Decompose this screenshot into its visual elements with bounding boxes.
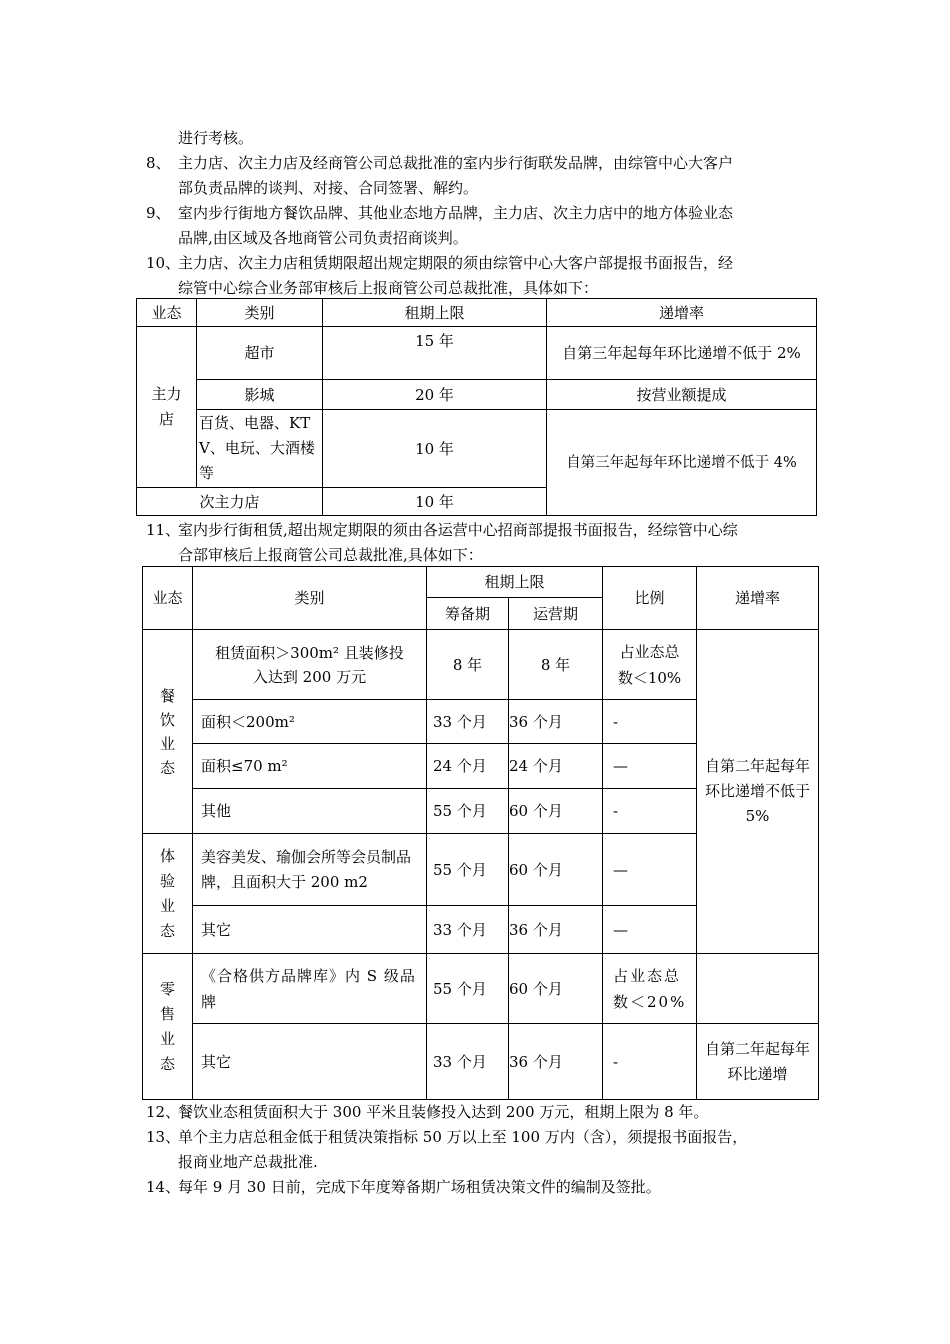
operate-cell: 60 个月: [509, 834, 603, 906]
header-ratio: 比例: [603, 567, 697, 630]
table-row: [137, 410, 817, 488]
operate-cell: 60 个月: [509, 789, 603, 834]
rate-cell: 自第三年起每年环比递增不低于 4%: [547, 410, 817, 516]
header-term-limit: 租期上限: [427, 567, 603, 598]
operate-cell: 60 个月: [509, 954, 603, 1024]
header-increase-rate: 递增率: [697, 567, 819, 630]
prep-cell: 55 个月: [427, 789, 509, 834]
item-9-line-1: 室内步行街地方餐饮品牌、其他业态地方品牌，主力店、次主力店中的地方体验业态: [178, 204, 734, 222]
item-10-line-2: 综管中心综合业务部审核后上报商管公司总裁批准，具体如下：: [178, 279, 599, 297]
table-row: [143, 630, 819, 700]
item-11-line-2: 合部审核后上报商管公司总裁批准,具体如下：: [178, 546, 483, 564]
prep-cell: 33 个月: [427, 1024, 509, 1100]
item-13-line-1: 单个主力店总租金低于租赁决策指标 50 万以上至 100 万内（含），须提报书面报告，: [178, 1128, 748, 1146]
operate-cell: 8 年: [509, 630, 603, 700]
item-8-line-1: 主力店、次主力店及经商管公司总裁批准的室内步行街联发品牌，由综管中心大客户: [178, 154, 734, 172]
operate-cell: 36 个月: [509, 906, 603, 954]
rate-cell-last: 自第二年起每年环比递增: [697, 1024, 819, 1100]
operate-cell: 36 个月: [509, 1024, 603, 1100]
item-8-line-2: 部负责品牌的谈判、对接、合同签署、解约。: [178, 179, 479, 197]
rate-cell: 按营业额提成: [547, 380, 817, 410]
prep-cell: 8 年: [427, 630, 509, 700]
item-11-number: 11、: [146, 521, 181, 539]
category-cell: 美容美发、瑜伽会所等会员制品牌，且面积大于 200 m2: [193, 834, 427, 906]
header-business-type: 业态: [137, 299, 197, 327]
prep-cell: 33 个月: [427, 700, 509, 744]
ratio-cell: -: [603, 1024, 697, 1100]
table-row: [137, 380, 817, 410]
term-cell: 10 年: [323, 488, 547, 516]
secondary-anchor-cell: 次主力店: [137, 488, 323, 516]
category-cell: 超市: [197, 327, 323, 380]
category-cell: 其他: [193, 789, 427, 834]
table-anchor-store-lease: [136, 298, 817, 516]
rate-cell-filler: [697, 954, 819, 1024]
prep-cell: 55 个月: [427, 834, 509, 906]
header-category: 类别: [197, 299, 323, 327]
prep-cell: 55 个月: [427, 954, 509, 1024]
table-header-row: [137, 299, 817, 327]
item-13-number: 13、: [146, 1128, 181, 1146]
term-cell: 15 年: [323, 327, 547, 380]
table-row: [143, 954, 819, 1024]
category-cell: 面积≤70 m²: [193, 744, 427, 789]
item-8-number: 8、: [146, 154, 171, 172]
header-increase-rate: 递增率: [547, 299, 817, 327]
rate-cell: 自第三年起每年环比递增不低于 2%: [547, 327, 817, 380]
ratio-cell: -: [603, 700, 697, 744]
category-cell: 其它: [193, 1024, 427, 1100]
item-9-number: 9、: [146, 204, 171, 222]
item-13-line-2: 报商业地产总裁批准.: [178, 1153, 318, 1171]
header-prep-period: 筹备期: [427, 598, 509, 630]
term-cell: 10 年: [323, 410, 547, 488]
header-category: 类别: [193, 567, 427, 630]
rate-cell-main: 自第二年起每年环比递增不低于 5%: [697, 630, 819, 954]
category-cell: 其它: [193, 906, 427, 954]
prep-cell: 24 个月: [427, 744, 509, 789]
header-operate-period: 运营期: [509, 598, 603, 630]
item-14-number: 14、: [146, 1178, 181, 1196]
operate-cell: 36 个月: [509, 700, 603, 744]
group-anchor-store: 主力店: [137, 327, 197, 488]
category-cell: 《合格供方品牌库》内 S 级品牌: [193, 954, 427, 1024]
item-12-line-1: 餐饮业态租赁面积大于 300 平米且装修投入达到 200 万元，租期上限为 8 年。: [178, 1103, 709, 1121]
operate-cell: 24 个月: [509, 744, 603, 789]
ratio-cell: 占业态总数＜10%: [603, 630, 697, 700]
header-term-limit: 租期上限: [323, 299, 547, 327]
item-14-line-1: 每年 9 月 30 日前，完成下年度筹备期广场租赁决策文件的编制及签批。: [178, 1178, 661, 1196]
ratio-cell: —: [603, 744, 697, 789]
table-mall-street-lease: [142, 566, 819, 1100]
table-row: [143, 1024, 819, 1100]
category-cell: 百货、电器、KTV、电玩、大酒楼等: [197, 410, 323, 488]
p7-continuation: 进行考核。: [178, 129, 254, 147]
category-cell: 影城: [197, 380, 323, 410]
item-10-line-1: 主力店、次主力店租赁期限超出规定期限的须由综管中心大客户部提报书面报告，经: [178, 254, 734, 272]
ratio-cell: —: [603, 906, 697, 954]
category-cell: 租赁面积＞300m² 且装修投入达到 200 万元: [193, 630, 427, 700]
table-header-row: [143, 567, 819, 598]
table-row: [137, 327, 817, 380]
category-cell: 面积＜200m²: [193, 700, 427, 744]
group-experience: 体验业态: [143, 834, 193, 954]
item-10-number: 10、: [146, 254, 181, 272]
group-retail: 零售业态: [143, 954, 193, 1100]
group-dining: 餐饮业态: [143, 630, 193, 834]
header-business-type: 业态: [143, 567, 193, 630]
term-cell: 20 年: [323, 380, 547, 410]
item-12-number: 12、: [146, 1103, 181, 1121]
ratio-cell: -: [603, 789, 697, 834]
item-11-line-1: 室内步行街租赁,超出规定期限的须由各运营中心招商部提报书面报告，经综管中心综: [178, 521, 738, 539]
prep-cell: 33 个月: [427, 906, 509, 954]
ratio-cell: —: [603, 834, 697, 906]
ratio-cell: 占业态总数＜20%: [603, 954, 697, 1024]
item-9-line-2: 品牌,由区域及各地商管公司负责招商谈判。: [178, 229, 468, 247]
